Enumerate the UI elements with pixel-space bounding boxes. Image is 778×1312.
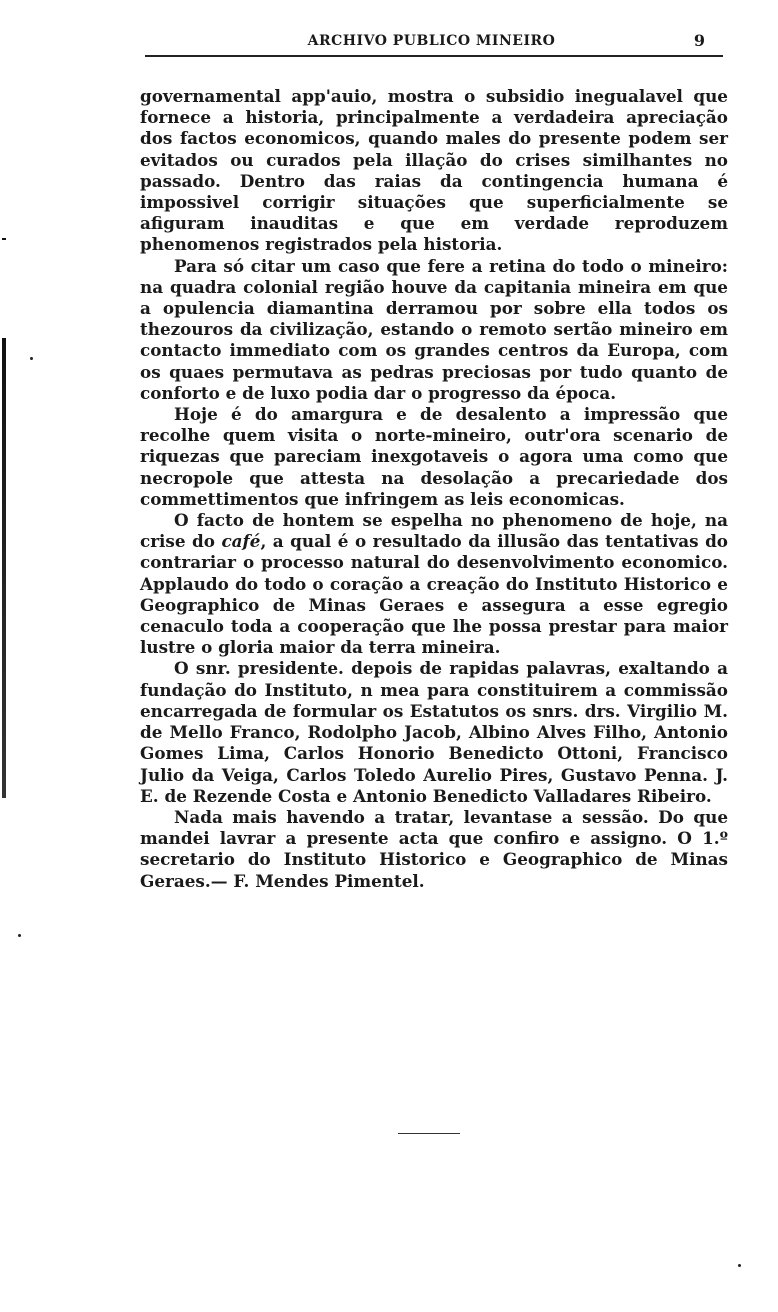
- paragraph-1: governamental app'auio, mostra o subsidio inegualavel que fornece a historia, principalmente a verdadeira apreciação dos factos economicos, quando males do presente podem ser evitados ou curados pela illação do crises similhantes no passado. Dentro das raias da contingencia humana é impossivel corrigir situações que superficialmente se afiguram inauditas e que em verdade reproduzem phenomenos registrados pela historia.: [140, 86, 728, 255]
- paragraph-5: O snr. presidente. depois de rapidas palavras, exaltando a fundação do Instituto, n mea para constituirem a commissão encarregada de formular os Estatutos os snrs. drs. Virgilio M. de Mello Franco, Rodolpho Jacob, Albino Alves Filho, Antonio Gomes Lima, Carlos Honorio Benedicto Ottoni, Francisco Julio da Veiga, Carlos Toledo Aurelio Pires, Gustavo Penna. J. E. de Rezende Costa e Antonio Benedicto Valladares Ribeiro.: [140, 658, 728, 806]
- running-head: [140, 30, 723, 52]
- paragraph-4: O facto de hontem se espelha no phenomeno de hoje, na crise do café, a qual é o resultado da illusão das tentativas do contrariar o processo natural do desenvolvimento economico. Applaudo do todo o coração a creação do Instituto Historico e Geographico de Minas Geraes e assegura a esse egregio cenaculo toda a cooperação que lhe possa prestar para maior lustre o gloria maior da terra mineira.: [140, 510, 728, 658]
- page-number: 9: [693, 31, 705, 50]
- end-rule: [398, 1133, 460, 1134]
- body-text: [140, 86, 728, 892]
- speck: [18, 934, 21, 937]
- header-rule: [145, 55, 723, 57]
- italic-word: café: [221, 531, 261, 552]
- speck: [738, 1264, 741, 1267]
- paragraph-6: Nada mais havendo a tratar, levantase a sessão. Do que mandei lavrar a presente acta que confiro e assigno. O 1.º secretario do Instituto Historico e Geographico de Minas Geraes.— F. Mendes Pimentel.: [140, 806, 728, 891]
- margin-mark: [2, 238, 6, 240]
- paragraph-2: Para só citar um caso que fere a retina do todo o mineiro: na quadra colonial região houve da capitania mineira em que a opulencia diamantina derramou por sobre ella todos os thezouros da civilização, estando o remoto sertão mineiro em contacto immediato com os grandes centros da Europa, com os quaes permutava as pedras preciosas por tudo quanto de conforto e de luxo podia dar o progresso da época.: [140, 255, 728, 403]
- margin-binding-edge: [2, 338, 6, 798]
- speck: [30, 357, 33, 360]
- running-title: ARCHIVO PUBLICO MINEIRO: [307, 33, 556, 49]
- paragraph-3: Hoje é do amargura e de desalento a impressão que recolhe quem visita o norte-mineiro, outr'ora scenario de riquezas que pareciam inexgotaveis o agora uma como que necropole que attesta na desolação a precariedade dos commettimentos que infringem as leis economicas.: [140, 404, 728, 509]
